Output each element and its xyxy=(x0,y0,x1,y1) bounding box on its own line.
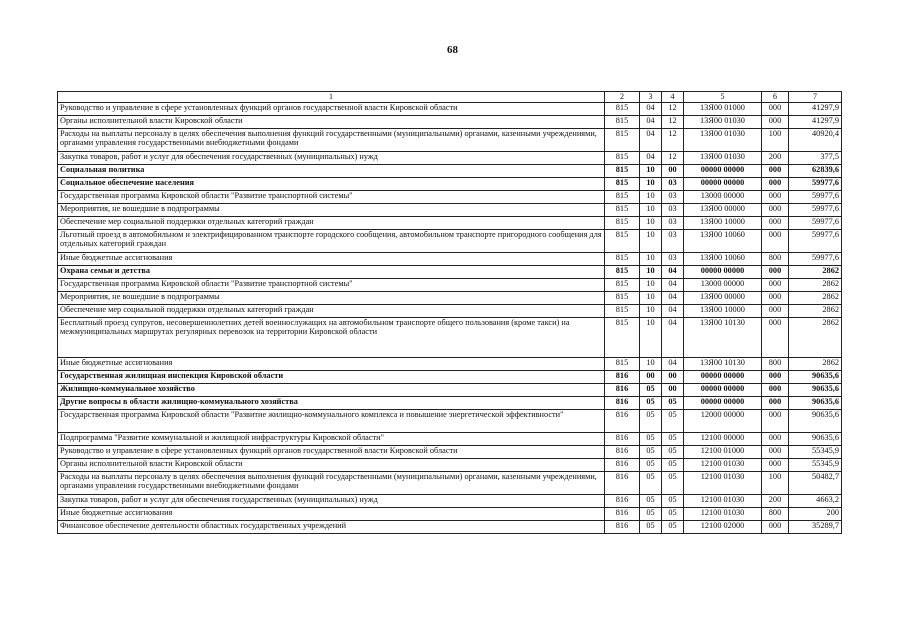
section-cell: 10 xyxy=(640,318,662,358)
amount-cell: 41297,9 xyxy=(789,103,842,116)
section-cell: 10 xyxy=(640,165,662,178)
subsection-cell: 12 xyxy=(662,152,684,165)
expense-type-cell: 000 xyxy=(762,305,789,318)
table-row xyxy=(58,472,842,495)
admin-code-cell: 816 xyxy=(605,495,640,508)
section-cell: 05 xyxy=(640,410,662,433)
admin-code-cell: 816 xyxy=(605,410,640,433)
admin-code-cell: 815 xyxy=(605,358,640,371)
subsection-cell: 05 xyxy=(662,472,684,495)
admin-code-cell: 816 xyxy=(605,384,640,397)
amount-cell: 4663,2 xyxy=(789,495,842,508)
expense-type-cell: 000 xyxy=(762,397,789,410)
target-article-cell: 00000 00000 xyxy=(684,266,762,279)
table-row xyxy=(58,116,842,129)
admin-code-cell: 815 xyxy=(605,318,640,358)
admin-code-cell: 815 xyxy=(605,178,640,191)
subsection-cell: 05 xyxy=(662,433,684,446)
section-cell: 05 xyxy=(640,459,662,472)
expense-type-cell: 100 xyxy=(762,129,789,152)
row-name-cell: Охрана семьи и детства xyxy=(58,266,605,279)
admin-code-cell: 815 xyxy=(605,204,640,217)
subsection-cell: 04 xyxy=(662,266,684,279)
row-name-cell: Руководство и управление в сфере установленных функций органов государственной власти Кировской области xyxy=(58,446,605,459)
row-name-cell: Закупка товаров, работ и услуг для обеспечения государственных (муниципальных) нужд xyxy=(58,152,605,165)
admin-code-cell: 815 xyxy=(605,217,640,230)
table-row xyxy=(58,446,842,459)
admin-code-cell: 816 xyxy=(605,433,640,446)
subsection-cell: 03 xyxy=(662,204,684,217)
target-article-cell: 12100 01030 xyxy=(684,508,762,521)
section-cell: 05 xyxy=(640,508,662,521)
amount-cell: 35289,7 xyxy=(789,521,842,534)
table-row xyxy=(58,230,842,253)
amount-cell: 90635,6 xyxy=(789,384,842,397)
admin-code-cell: 816 xyxy=(605,446,640,459)
target-article-cell: 00000 00000 xyxy=(684,178,762,191)
row-name-cell: Мероприятия, не вошедшие в подпрограммы xyxy=(58,292,605,305)
admin-code-cell: 815 xyxy=(605,129,640,152)
admin-code-cell: 815 xyxy=(605,266,640,279)
target-article-cell: 12100 02000 xyxy=(684,521,762,534)
expense-type-cell: 000 xyxy=(762,410,789,433)
row-name-cell: Органы исполнительной власти Кировской области xyxy=(58,459,605,472)
table-row xyxy=(58,305,842,318)
table-row xyxy=(58,152,842,165)
expense-type-cell: 000 xyxy=(762,459,789,472)
admin-code-cell: 815 xyxy=(605,152,640,165)
amount-cell: 40920,4 xyxy=(789,129,842,152)
subsection-cell: 05 xyxy=(662,410,684,433)
subsection-cell: 04 xyxy=(662,292,684,305)
table-row xyxy=(58,253,842,266)
table-row xyxy=(58,371,842,384)
table-row xyxy=(58,459,842,472)
amount-cell: 90635,6 xyxy=(789,371,842,384)
row-name-cell: Государственная программа Кировской области "Развитие транспортной системы" xyxy=(58,191,605,204)
row-name-cell: Государственная программа Кировской области "Развитие жилищно-коммунального комплекса и повышение энергетической эффективности" xyxy=(58,410,605,433)
row-name-cell: Расходы на выплаты персоналу в целях обеспечения выполнения функций государственными (муниципальными) органами, казенными учреждениями, органами управления государственными внебюджетными фондами xyxy=(58,129,605,152)
subsection-cell: 04 xyxy=(662,318,684,358)
row-name-cell: Руководство и управление в сфере установленных функций органов государственной власти Кировской области xyxy=(58,103,605,116)
amount-cell: 62839,6 xyxy=(789,165,842,178)
amount-cell: 55345,9 xyxy=(789,459,842,472)
expense-type-cell: 000 xyxy=(762,217,789,230)
subsection-cell: 12 xyxy=(662,129,684,152)
section-cell: 05 xyxy=(640,433,662,446)
section-cell: 10 xyxy=(640,178,662,191)
section-cell: 10 xyxy=(640,204,662,217)
target-article-cell: 12000 00000 xyxy=(684,410,762,433)
amount-cell: 59977,6 xyxy=(789,217,842,230)
admin-code-cell: 815 xyxy=(605,165,640,178)
expense-type-cell: 000 xyxy=(762,318,789,358)
admin-code-cell: 816 xyxy=(605,371,640,384)
amount-cell: 90635,6 xyxy=(789,410,842,433)
amount-cell: 59977,6 xyxy=(789,191,842,204)
target-article-cell: 13Я00 01030 xyxy=(684,129,762,152)
amount-cell: 55345,9 xyxy=(789,446,842,459)
section-cell: 05 xyxy=(640,446,662,459)
admin-code-cell: 815 xyxy=(605,230,640,253)
section-cell: 10 xyxy=(640,279,662,292)
row-name-cell: Другие вопросы в области жилищно-коммунального хозяйства xyxy=(58,397,605,410)
subsection-cell: 00 xyxy=(662,384,684,397)
table-row xyxy=(58,165,842,178)
expense-type-cell: 800 xyxy=(762,253,789,266)
section-cell: 05 xyxy=(640,495,662,508)
target-article-cell: 00000 00000 xyxy=(684,165,762,178)
table-row xyxy=(58,204,842,217)
column-header: 7 xyxy=(789,92,842,103)
admin-code-cell: 815 xyxy=(605,103,640,116)
expense-type-cell: 000 xyxy=(762,165,789,178)
row-name-cell: Иные бюджетные ассигнования xyxy=(58,253,605,266)
amount-cell: 2862 xyxy=(789,305,842,318)
table-row xyxy=(58,191,842,204)
expense-type-cell: 800 xyxy=(762,358,789,371)
expense-type-cell: 000 xyxy=(762,384,789,397)
subsection-cell: 05 xyxy=(662,446,684,459)
subsection-cell: 12 xyxy=(662,103,684,116)
admin-code-cell: 815 xyxy=(605,292,640,305)
expense-type-cell: 100 xyxy=(762,472,789,495)
admin-code-cell: 815 xyxy=(605,279,640,292)
table-row xyxy=(58,495,842,508)
table-row xyxy=(58,178,842,191)
row-name-cell: Государственная программа Кировской области "Развитие транспортной системы" xyxy=(58,279,605,292)
admin-code-cell: 815 xyxy=(605,191,640,204)
target-article-cell: 13Я00 10130 xyxy=(684,318,762,358)
table-body xyxy=(58,103,842,534)
table-row xyxy=(58,508,842,521)
row-name-cell: Обеспечение мер социальной поддержки отдельных категорий граждан xyxy=(58,305,605,318)
section-cell: 10 xyxy=(640,305,662,318)
target-article-cell: 13Я00 00000 xyxy=(684,292,762,305)
section-cell: 04 xyxy=(640,152,662,165)
table-row xyxy=(58,129,842,152)
expense-type-cell: 000 xyxy=(762,446,789,459)
row-name-cell: Иные бюджетные ассигнования xyxy=(58,508,605,521)
amount-cell: 2862 xyxy=(789,292,842,305)
expense-type-cell: 000 xyxy=(762,279,789,292)
admin-code-cell: 815 xyxy=(605,116,640,129)
amount-cell: 2862 xyxy=(789,279,842,292)
admin-code-cell: 815 xyxy=(605,305,640,318)
section-cell: 10 xyxy=(640,292,662,305)
table-row xyxy=(58,103,842,116)
column-header: 3 xyxy=(640,92,662,103)
subsection-cell: 03 xyxy=(662,253,684,266)
section-cell: 05 xyxy=(640,384,662,397)
table-row xyxy=(58,410,842,433)
target-article-cell: 00000 00000 xyxy=(684,397,762,410)
subsection-cell: 04 xyxy=(662,279,684,292)
section-cell: 10 xyxy=(640,253,662,266)
subsection-cell: 05 xyxy=(662,495,684,508)
section-cell: 10 xyxy=(640,217,662,230)
expense-type-cell: 000 xyxy=(762,103,789,116)
expense-type-cell: 000 xyxy=(762,292,789,305)
expense-type-cell: 000 xyxy=(762,266,789,279)
amount-cell: 90635,6 xyxy=(789,433,842,446)
target-article-cell: 12100 01030 xyxy=(684,495,762,508)
row-name-cell: Расходы на выплаты персоналу в целях обеспечения выполнения функций государственными (муниципальными) органами, казенными учреждениями, органами управления государственными внебюджетными фондами xyxy=(58,472,605,495)
target-article-cell: 12100 01000 xyxy=(684,446,762,459)
expense-type-cell: 000 xyxy=(762,116,789,129)
subsection-cell: 03 xyxy=(662,217,684,230)
table-row xyxy=(58,318,842,358)
row-name-cell: Государственная жилищная инспекция Кировской области xyxy=(58,371,605,384)
amount-cell: 2862 xyxy=(789,318,842,358)
target-article-cell: 13Я00 10000 xyxy=(684,217,762,230)
expense-type-cell: 000 xyxy=(762,371,789,384)
budget-table xyxy=(57,91,842,534)
table-row xyxy=(58,266,842,279)
table-row xyxy=(58,292,842,305)
table-row xyxy=(58,358,842,371)
amount-cell: 2862 xyxy=(789,266,842,279)
admin-code-cell: 816 xyxy=(605,521,640,534)
section-cell: 00 xyxy=(640,371,662,384)
section-cell: 10 xyxy=(640,266,662,279)
section-cell: 05 xyxy=(640,397,662,410)
page-number: 68 xyxy=(447,44,458,56)
expense-type-cell: 000 xyxy=(762,230,789,253)
subsection-cell: 04 xyxy=(662,358,684,371)
row-name-cell: Закупка товаров, работ и услуг для обеспечения государственных (муниципальных) нужд xyxy=(58,495,605,508)
section-cell: 04 xyxy=(640,103,662,116)
row-name-cell: Бесплатный проезд супругов, несовершеннолетних детей военнослужащих на автомобильном транспорте общего пользования (кроме такси) на межмуниципальных маршрутах регулярных перевозок на территории Кировской области xyxy=(58,318,605,358)
target-article-cell: 12100 01030 xyxy=(684,472,762,495)
admin-code-cell: 816 xyxy=(605,472,640,495)
subsection-cell: 00 xyxy=(662,371,684,384)
target-article-cell: 13Я00 01030 xyxy=(684,152,762,165)
section-cell: 10 xyxy=(640,230,662,253)
expense-type-cell: 000 xyxy=(762,178,789,191)
subsection-cell: 05 xyxy=(662,521,684,534)
column-header: 1 xyxy=(58,92,605,103)
subsection-cell: 05 xyxy=(662,459,684,472)
table-row xyxy=(58,521,842,534)
table-row xyxy=(58,384,842,397)
expense-type-cell: 800 xyxy=(762,508,789,521)
target-article-cell: 13Я00 10060 xyxy=(684,253,762,266)
section-cell: 05 xyxy=(640,472,662,495)
admin-code-cell: 816 xyxy=(605,459,640,472)
row-name-cell: Обеспечение мер социальной поддержки отдельных категорий граждан xyxy=(58,217,605,230)
amount-cell: 59977,6 xyxy=(789,253,842,266)
target-article-cell: 00000 00000 xyxy=(684,384,762,397)
subsection-cell: 00 xyxy=(662,165,684,178)
subsection-cell: 12 xyxy=(662,116,684,129)
section-cell: 05 xyxy=(640,521,662,534)
target-article-cell: 13Я00 10000 xyxy=(684,305,762,318)
column-header: 6 xyxy=(762,92,789,103)
column-header: 5 xyxy=(684,92,762,103)
amount-cell: 59977,6 xyxy=(789,178,842,191)
expense-type-cell: 000 xyxy=(762,433,789,446)
section-cell: 04 xyxy=(640,129,662,152)
admin-code-cell: 816 xyxy=(605,508,640,521)
subsection-cell: 05 xyxy=(662,397,684,410)
target-article-cell: 00000 00000 xyxy=(684,371,762,384)
expense-type-cell: 200 xyxy=(762,152,789,165)
header-row xyxy=(58,92,842,103)
column-header: 4 xyxy=(662,92,684,103)
target-article-cell: 13Я00 01000 xyxy=(684,103,762,116)
row-name-cell: Льготный проезд в автомобильном и электрифицированном транспорте городского сообщения, автомобильном транспорте пригородного сообщения для отдельных категорий граждан xyxy=(58,230,605,253)
admin-code-cell: 816 xyxy=(605,397,640,410)
target-article-cell: 13000 00000 xyxy=(684,191,762,204)
target-article-cell: 12100 00000 xyxy=(684,433,762,446)
amount-cell: 41297,9 xyxy=(789,116,842,129)
subsection-cell: 03 xyxy=(662,178,684,191)
section-cell: 04 xyxy=(640,116,662,129)
expense-type-cell: 000 xyxy=(762,204,789,217)
table-row xyxy=(58,279,842,292)
row-name-cell: Подпрограмма "Развитие коммунальной и жилищной инфраструктуры Кировской области" xyxy=(58,433,605,446)
subsection-cell: 03 xyxy=(662,191,684,204)
target-article-cell: 12100 01030 xyxy=(684,459,762,472)
amount-cell: 200 xyxy=(789,508,842,521)
row-name-cell: Жилищно-коммунальное хозяйство xyxy=(58,384,605,397)
target-article-cell: 13Я00 01030 xyxy=(684,116,762,129)
subsection-cell: 03 xyxy=(662,230,684,253)
amount-cell: 90635,6 xyxy=(789,397,842,410)
amount-cell: 377,5 xyxy=(789,152,842,165)
row-name-cell: Органы исполнительной власти Кировской области xyxy=(58,116,605,129)
subsection-cell: 04 xyxy=(662,305,684,318)
target-article-cell: 13Я00 10130 xyxy=(684,358,762,371)
amount-cell: 59977,6 xyxy=(789,204,842,217)
expense-type-cell: 000 xyxy=(762,191,789,204)
row-name-cell: Финансовое обеспечение деятельности областных государственных учреждений xyxy=(58,521,605,534)
table-row xyxy=(58,217,842,230)
column-header: 2 xyxy=(605,92,640,103)
amount-cell: 59977,6 xyxy=(789,230,842,253)
amount-cell: 2862 xyxy=(789,358,842,371)
section-cell: 10 xyxy=(640,358,662,371)
row-name-cell: Социальное обеспечение населения xyxy=(58,178,605,191)
expense-type-cell: 000 xyxy=(762,521,789,534)
row-name-cell: Мероприятия, не вошедшие в подпрограммы xyxy=(58,204,605,217)
subsection-cell: 05 xyxy=(662,508,684,521)
row-name-cell: Социальная политика xyxy=(58,165,605,178)
amount-cell: 50482,7 xyxy=(789,472,842,495)
target-article-cell: 13000 00000 xyxy=(684,279,762,292)
target-article-cell: 13Я00 00000 xyxy=(684,204,762,217)
row-name-cell: Иные бюджетные ассигнования xyxy=(58,358,605,371)
admin-code-cell: 815 xyxy=(605,253,640,266)
expense-type-cell: 200 xyxy=(762,495,789,508)
table-row xyxy=(58,397,842,410)
target-article-cell: 13Я00 10060 xyxy=(684,230,762,253)
table-row xyxy=(58,433,842,446)
section-cell: 10 xyxy=(640,191,662,204)
